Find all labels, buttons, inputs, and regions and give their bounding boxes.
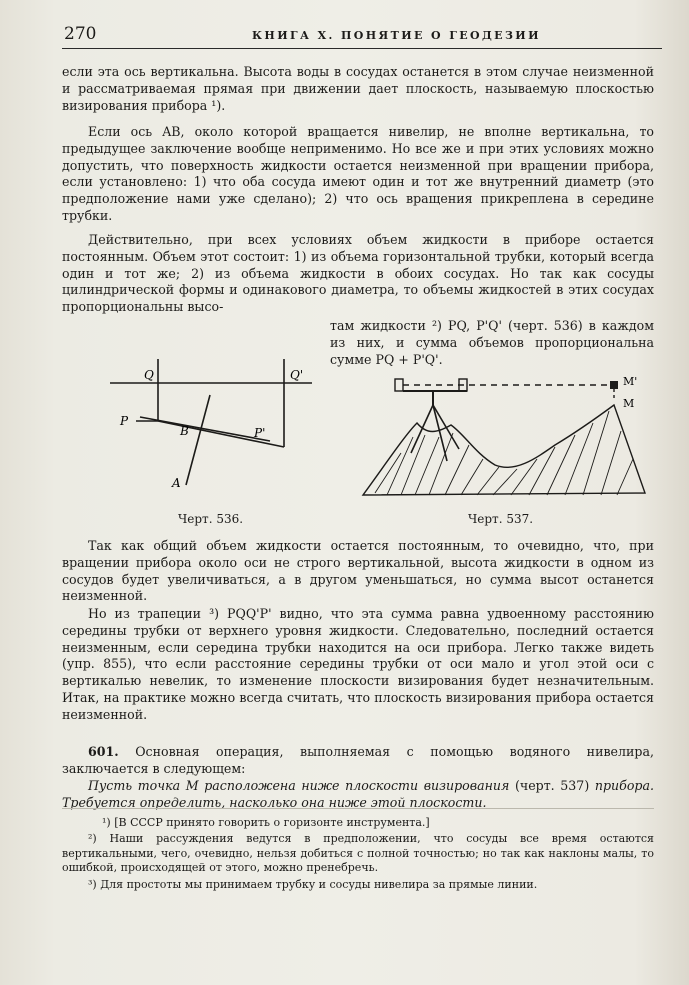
task-ref: (черт. 537) <box>509 778 590 793</box>
figure-536 <box>100 345 320 510</box>
figure-537 <box>355 375 655 505</box>
caption-fig-537: Черт. 537. <box>468 512 534 526</box>
label-b: B <box>180 424 189 438</box>
section-601-text: Основная операция, выполняемая с помощью водяного нивелира, заключается в следующем: <box>62 744 654 776</box>
point-m-prime-mark <box>610 381 618 389</box>
tripod-leg <box>411 405 433 453</box>
label-a: A <box>172 476 181 490</box>
label-q: Q <box>144 368 154 382</box>
paragraph-5: Но из трапеции ³) PQQ'P' видно, что эта сумма равна удвоенному расстоянию середины трубки от верхнего уровня жидкости. Следовательно, последний остается неизменным, если середина трубки находится на оси прибора. Легко также видеть (упр. 855), что если расстояние середины трубки от оси мало и угол этой оси с вертикалью невелик, то изменение плоскости визирования будет незначительным. Итак, на практике можно всегда считать, что плоскость визирования прибора остается неизменной. <box>62 606 654 722</box>
page-number: 270 <box>64 24 97 44</box>
footnote-separator <box>62 808 654 809</box>
terrain-hatching <box>375 411 633 495</box>
footnote-3: ³) Для простоты мы принимаем трубку и сосуды нивелира за прямые линии. <box>88 878 538 891</box>
label-p: P <box>120 414 129 428</box>
running-head: КНИГА X. ПОНЯТИЕ О ГЕОДЕЗИИ <box>252 29 541 42</box>
section-number: 601. <box>88 744 119 759</box>
paragraph-2: Если ось AB, около которой вращается нивелир, не вполне вертикальна, то предыдущее заключение вообще неприменимо. Но все же и при этих условиях можно допустить, что поверхность жидкости остается неизменной при вращении прибора, если установлено: 1) что оба сосуда имеют один и тот же внутренний диаметр (это предположение нами уже сделано); 2) что ось вращения прикреплена в середине трубки. <box>62 124 654 223</box>
paragraph-3a: Действительно, при всех условиях объем жидкости в приборе остается постоянным. Объем этот состоит: 1) из объема горизонтальной трубки, который всегда один и тот же; 2) из объема жидкости в обоих сосудах. Но так как сосуды цилиндрической формы и одинакового диаметра, то объемы жидкостей в этих сосудах пропорциональны высо- <box>62 232 654 315</box>
terrain-outline <box>363 405 645 495</box>
paragraph-1: если эта ось вертикальна. Высота воды в сосудах останется в этом случае неизменной и рассматриваемая прямая при движении дает плоскость, называемую плоскостью визирования прибора ¹). <box>62 64 654 113</box>
page-header <box>62 24 662 49</box>
rotation-axis <box>186 395 210 485</box>
label-q-prime: Q' <box>290 368 304 382</box>
label-m: M <box>623 397 635 410</box>
label-m-prime: M' <box>623 375 638 388</box>
label-p-prime: P' <box>254 426 266 440</box>
caption-fig-536: Черт. 536. <box>178 512 244 526</box>
task-text-2: прибора. Требуется определить, насколько она ниже этой плоскости. <box>62 778 654 810</box>
paragraph-task <box>62 778 654 812</box>
task-text-1: Пусть точка M расположена ниже плоскости визирования <box>88 778 510 793</box>
footnote-2: ²) Наши рассуждения ведутся в предположении, что сосуды все время остаются вертикальными, чего, очевидно, нельзя добиться с полной точностью; но так как наклоны малы, то ошибкой, происходящей от этого, можно пренебречь. <box>62 832 654 874</box>
paragraph-3b: там жидкости ²) PQ, P'Q' (черт. 536) в каждом из них, и сумма объемов пропорциональна сумме PQ + P'Q'. <box>330 318 654 367</box>
footnote-1: ¹) [В СССР принято говорить о горизонте инструмента.] <box>102 816 430 829</box>
paragraph-601 <box>62 744 654 778</box>
paragraph-4: Так как общий объем жидкости остается постоянным, то очевидно, что, при вращении прибора около оси не строго вертикальной, высота жидкости в одном из сосудов будет увеличиваться, а в другом уменьшаться, но сумма высот останется неизменной. <box>62 538 654 604</box>
